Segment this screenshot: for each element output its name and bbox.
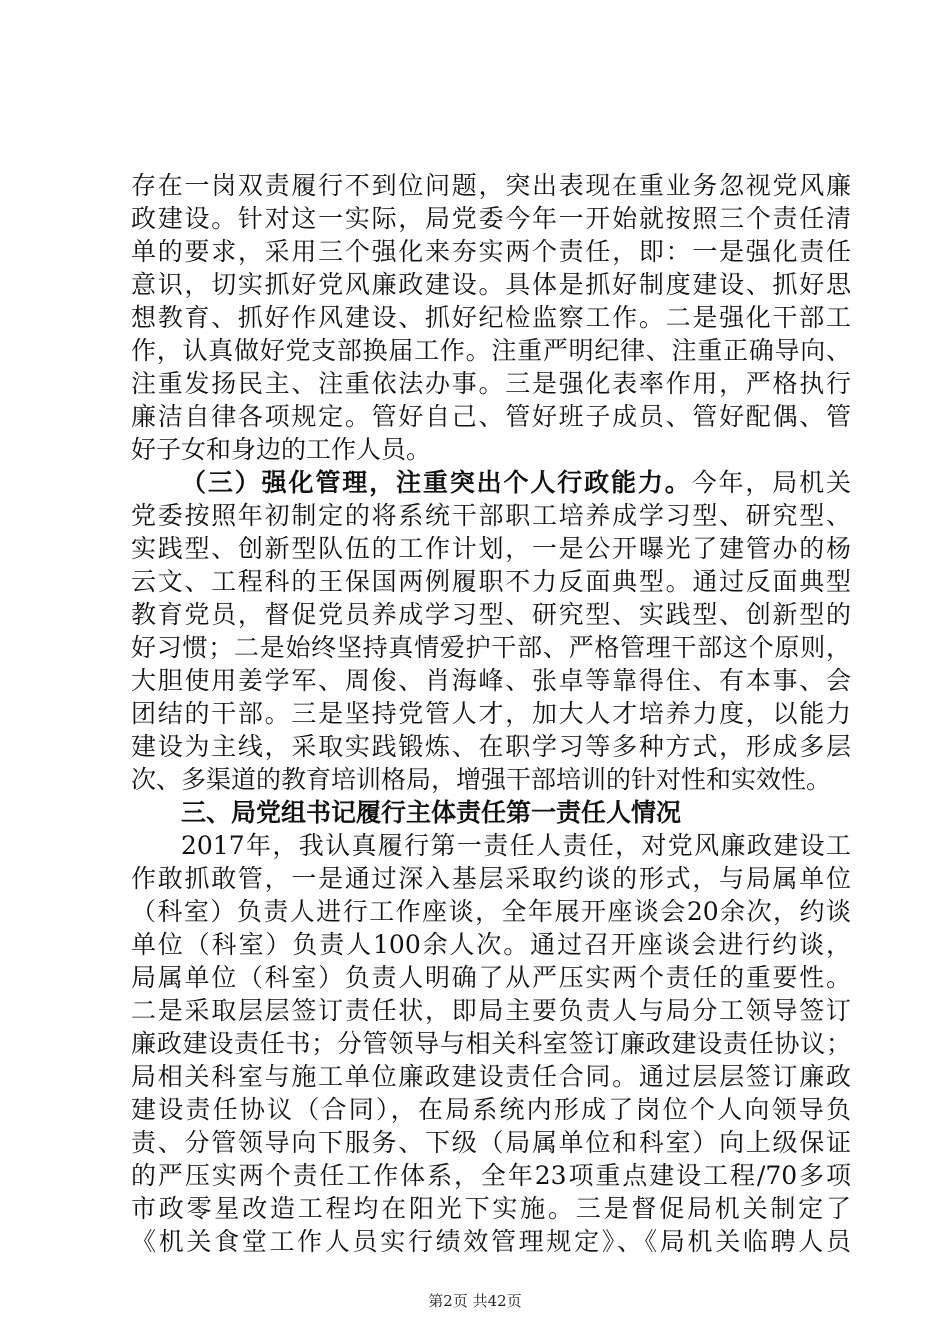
- text-line: 的严压实两个责任工作体系，全年23项重点建设工程/70多项: [131, 1161, 851, 1190]
- text-line: 单的要求，采用三个强化来夯实两个责任，即：一是强化责任: [131, 237, 851, 266]
- section-heading: 三、局党组书记履行主体责任第一责任人情况: [181, 798, 682, 827]
- text-line: 存在一岗双责履行不到位问题，突出表现在重业务忽视党风廉: [131, 171, 851, 200]
- text-line: 好习惯；二是始终坚持真情爱护干部、严格管理干部这个原则，: [131, 633, 851, 662]
- text-line: 廉政建设责任书；分管领导与相关科室签订廉政建设责任协议；: [131, 1029, 851, 1058]
- text-line: 云文、工程科的王保国两例履职不力反面典型。通过反面典型: [131, 567, 851, 596]
- page-footer: 第2页 共42页: [428, 1292, 522, 1310]
- text-line: 责、分管领导向下服务、下级（局属单位和科室）向上级保证: [131, 1128, 851, 1157]
- text-line: 廉洁自律各项规定。管好自己、管好班子成员、管好配偶、管: [131, 402, 851, 431]
- text-line: 团结的干部。三是坚持党管人才，加大人才培养力度，以能力: [131, 699, 851, 728]
- body-text: [131, 169, 851, 1258]
- section-heading-line: [131, 796, 851, 829]
- text-line: 局属单位（科室）负责人明确了从严压实两个责任的重要性。: [131, 963, 851, 992]
- text-line: 作，认真做好党支部换届工作。注重严明纪律、注重正确导向、: [131, 336, 851, 365]
- text-line: 次、多渠道的教育培训格局，增强干部培训的针对性和实效性。: [131, 765, 832, 794]
- section-heading-line: （三）强化管理，注重突出个人行政能力。今年，局机关: [181, 468, 851, 497]
- text-line: 建设责任协议（合同），在局系统内形成了岗位个人向领导负: [131, 1095, 851, 1124]
- text-line: 2017年，我认真履行第一责任人责任，对党风廉政建设工: [181, 831, 851, 860]
- text-line: 建设为主线，采取实践锻炼、在职学习等多种方式，形成多层: [131, 732, 851, 761]
- text-line: 二是采取层层签订责任状，即局主要负责人与局分工领导签订: [131, 996, 851, 1025]
- text-line: 好子女和身边的工作人员。: [131, 435, 432, 464]
- text-line: 实践型、创新型队伍的工作计划，一是公开曝光了建管办的杨: [131, 534, 851, 563]
- text-line: 教育党员，督促党员养成学习型、研究型、实践型、创新型的: [131, 600, 851, 629]
- text-line: 党委按照年初制定的将系统干部职工培养成学习型、研究型、: [131, 501, 851, 530]
- text-line: 意识，切实抓好党风廉政建设。具体是抓好制度建设、抓好思: [131, 270, 851, 299]
- text-line: 注重发扬民主、注重依法办事。三是强化表率作用，严格执行: [131, 369, 851, 398]
- text-line: 市政零星改造工程均在阳光下实施。三是督促局机关制定了: [131, 1194, 851, 1223]
- text-line: 大胆使用姜学军、周俊、肖海峰、张卓等靠得住、有本事、会: [131, 666, 851, 695]
- text-line: 政建设。针对这一实际，局党委今年一开始就按照三个责任清: [131, 204, 851, 233]
- section-heading: （三）强化管理，注重突出个人行政能力。: [181, 468, 692, 497]
- text-line: 单位（科室）负责人100余人次。通过召开座谈会进行约谈，: [131, 930, 851, 959]
- text-line: 作敢抓敢管，一是通过深入基层采取约谈的形式，与局属单位: [131, 864, 851, 893]
- text-line: 局相关科室与施工单位廉政建设责任合同。通过层层签订廉政: [131, 1062, 851, 1091]
- text-line: 想教育、抓好作风建设、抓好纪检监察工作。二是强化干部工: [131, 303, 851, 332]
- text-line: （科室）负责人进行工作座谈，全年展开座谈会20余次，约谈: [131, 897, 851, 926]
- text-line: 《机关食堂工作人员实行绩效管理规定》、《局机关临聘人员: [131, 1227, 851, 1256]
